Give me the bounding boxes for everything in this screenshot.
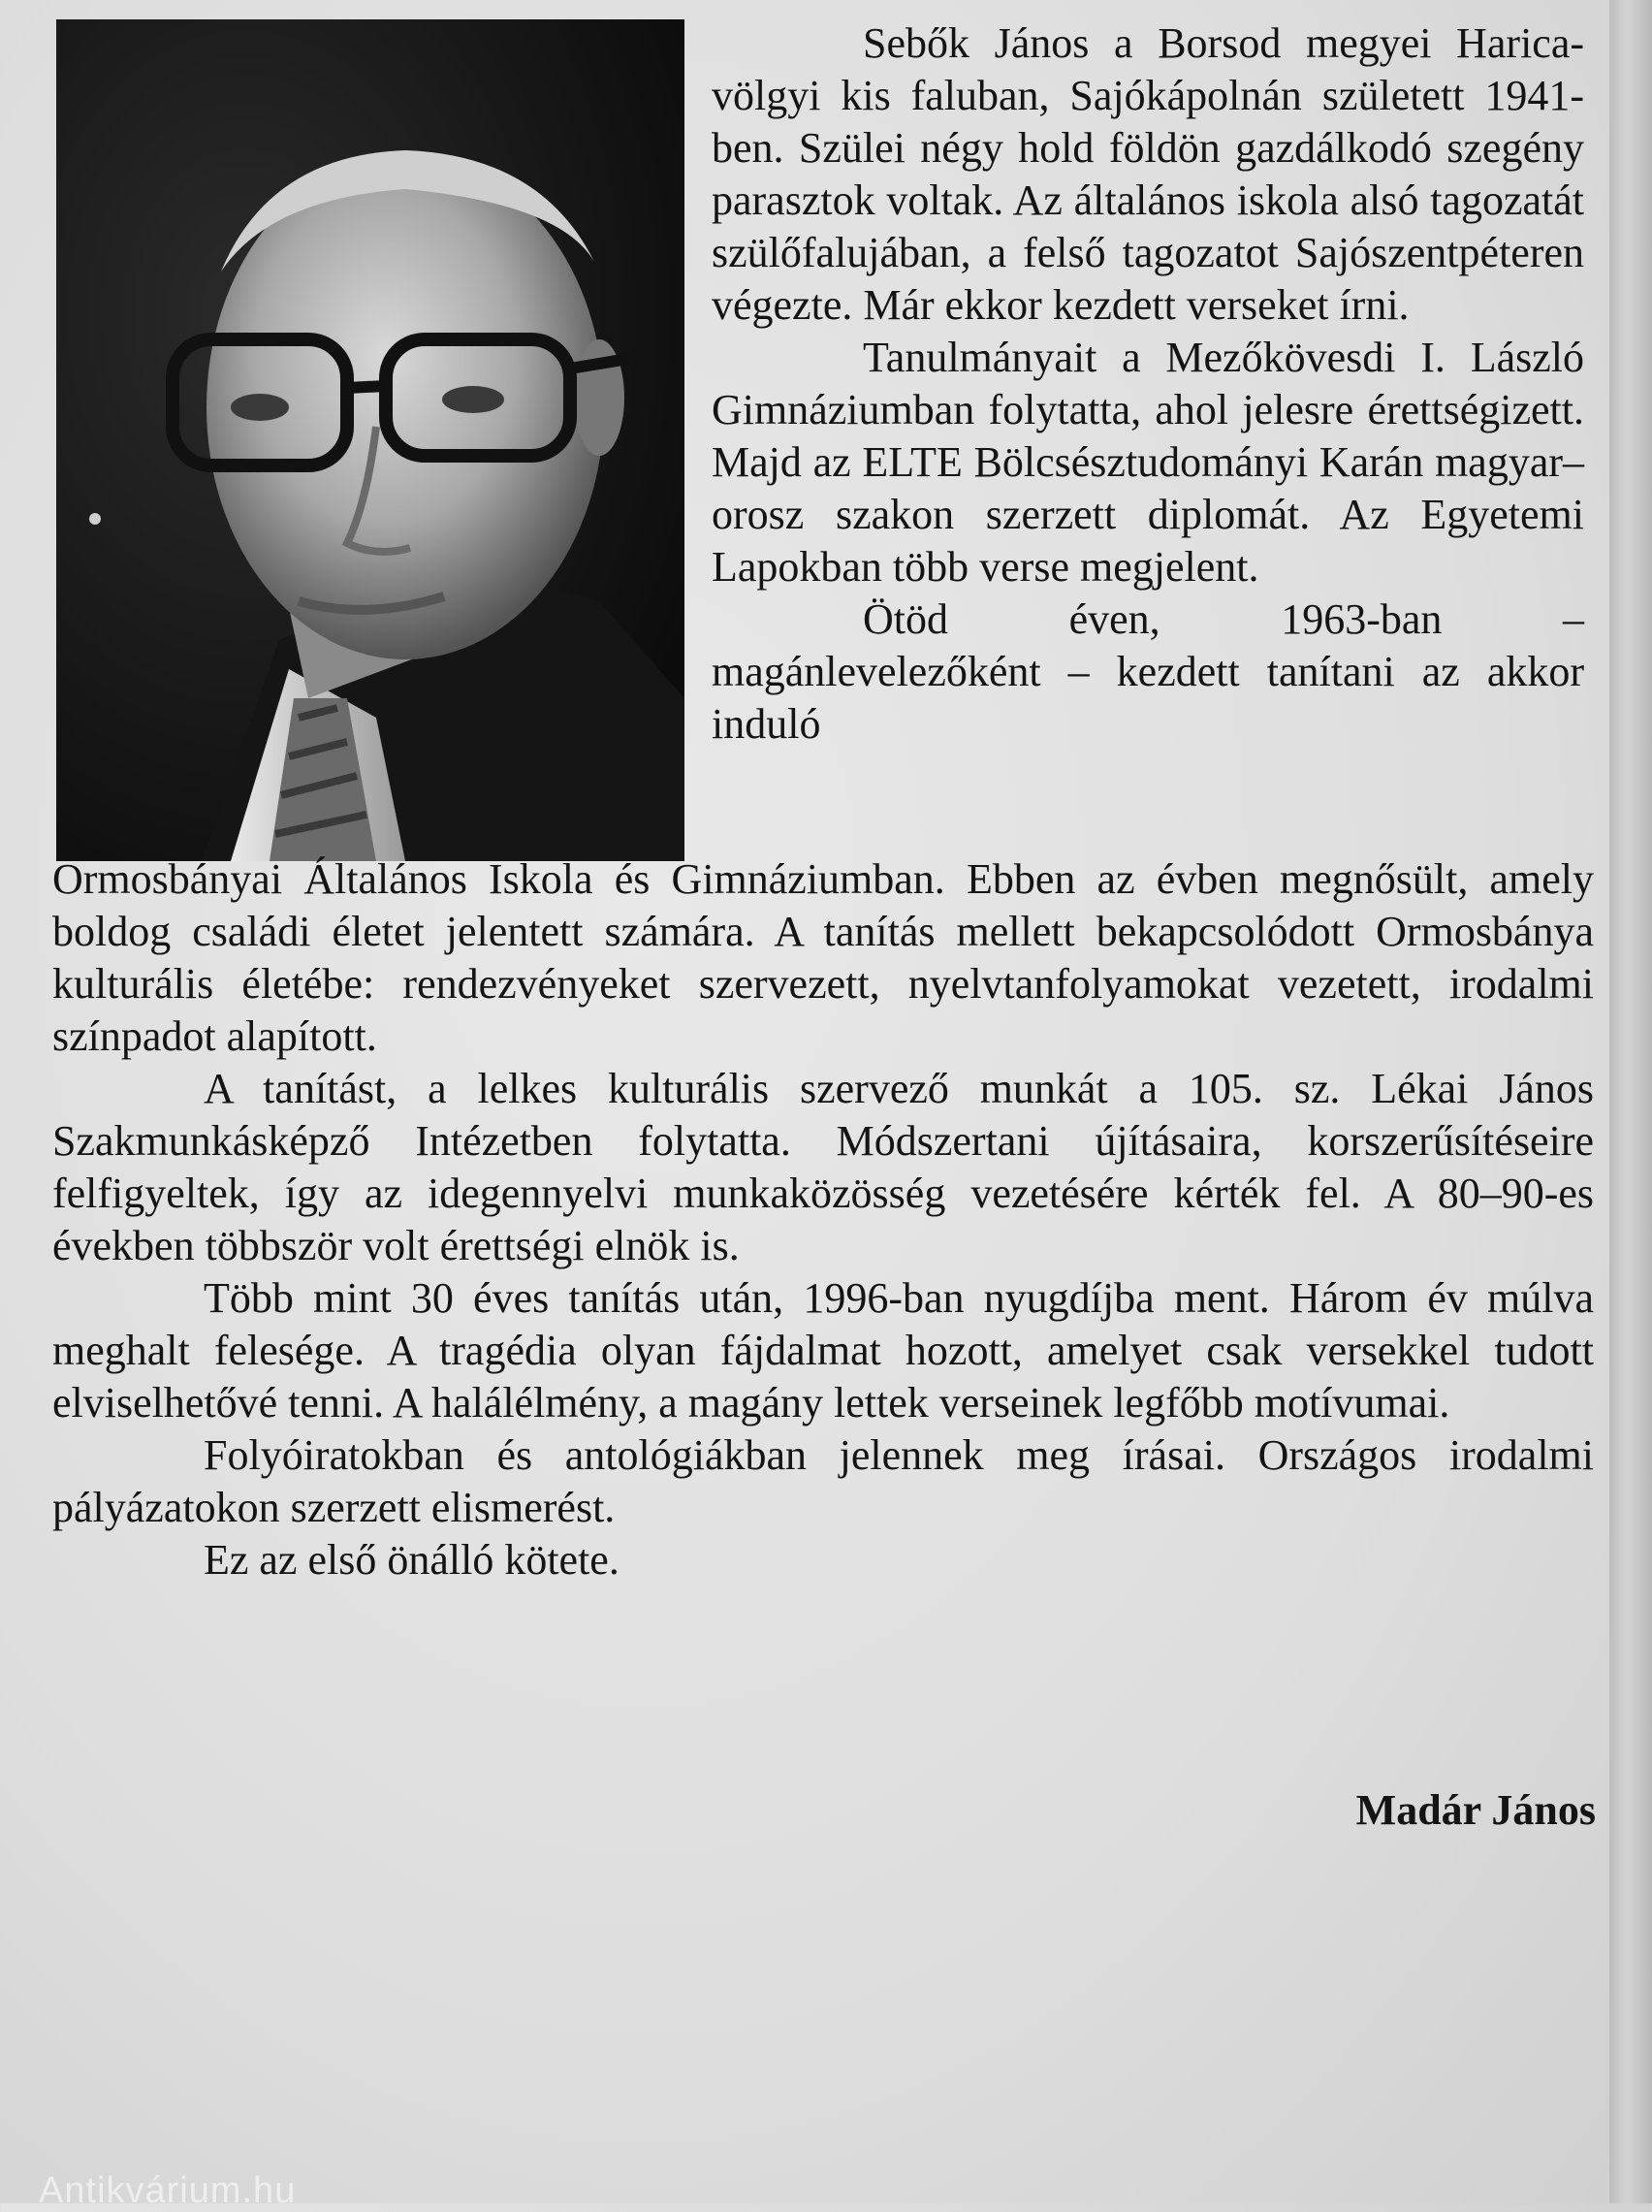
bio-paragraph-5: Több mint 30 éves tanítás után, 1996-ban nyugdíjba ment. Három év múlva meghalt felesége. A tragédia olyan fájdalmat hozott, amelyet csak versekkel tudott elviselhetővé tenni. A halálélmény, a magány lettek verseinek legfőbb motívumai. [52, 1274, 1594, 1427]
book-spine-edge [1609, 0, 1652, 2203]
bio-paragraph-7: Ez az első önálló kötete. [204, 1536, 620, 1584]
bio-paragraph-1: Sebők János a Borsod megyei Harica-völgyi kis faluban, Sajókápolnán született 1941-ben. Szülei négy hold földön gazdálkodó szegény parasztok voltak. Az általános iskola alsó tagozatát szülőfalujában, a felső tagozatot Sajószentpéteren végezte. Már ekkor kezdett verseket írni. [712, 19, 1584, 329]
watermark-text: Antikvárium.hu [39, 2170, 297, 2211]
bio-paragraph-3-rest: Ormosbányai Általános Iskola és Gimnáziumban. Ebben az évben megnősült, amely boldog családi életet jelentett számára. A tanítás mellett bekapcsolódott Ormosbánya kulturális életébe: rendezvényeket szervezett, nyelvtanfolyamokat vezetett, irodalmi színpadot alapított. [52, 855, 1594, 1060]
bio-paragraph-3-start: Ötöd éven, 1963-ban – magánlevelezőként – kezdett tanítani az akkor induló [712, 595, 1584, 748]
bio-text-column [712, 17, 1584, 751]
bio-paragraph-6: Folyóiratokban és antológiákban jelennek meg írásai. Országos irodalmi pályázatokon szerzett elismerést. [52, 1431, 1594, 1531]
bio-paragraph-2: Tanulmányait a Mezőkövesdi I. László Gimnáziumban folytatta, ahol jelesre érettségizett. Majd az ELTE Bölcsésztudományi Karán magyar–orosz szakon szerzett diplomát. Az Egyetemi Lapokban több verse megjelent. [712, 334, 1584, 591]
bio-paragraph-4: A tanítást, a lelkes kulturális szervező munkát a 105. sz. Lékai János Szakmunkásképző Intézetben folytatta. Módszertani újításaira, korszerűsítéseire felfigyeltek, így az idegennyelvi munkaközösség vezetésére kérték fel. A 80–90-es években többször volt érettségi elnök is. [52, 1065, 1594, 1269]
bio-text-full-width [52, 853, 1594, 1587]
author-signature: Madár János [1355, 1786, 1596, 1834]
author-portrait-photo [56, 19, 684, 861]
